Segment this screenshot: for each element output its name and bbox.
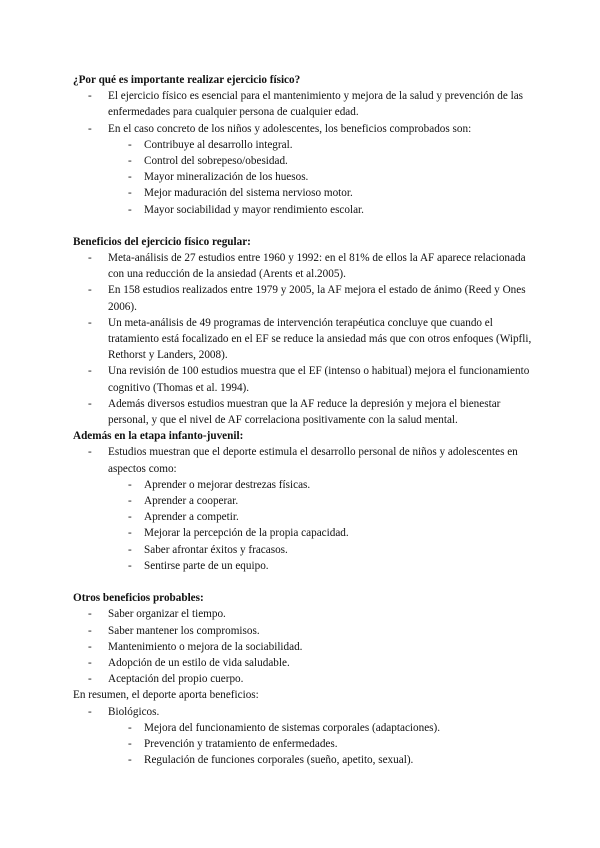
sub-list-item: - Aprender o mejorar destrezas físicas. [73, 477, 540, 493]
section-heading-regular-exercise: Beneficios del ejercicio físico regular: [73, 235, 251, 248]
sub-list-item: - Aprender a competir. [73, 509, 540, 525]
list-item: - Saber organizar el tiempo. [73, 606, 540, 622]
list-item: - Biológicos. [73, 704, 540, 720]
sub-list-item: - Control del sobrepeso/obesidad. [73, 153, 540, 169]
list-item: - Un meta-análisis de 49 programas de intervención terapéutica concluye que cuando el tratamiento está focalizado en el EF se reduce la ansiedad más que con otros enfoques (Wipfli, Rethorst y Landers, 2008). [73, 315, 540, 364]
spacer [73, 574, 540, 590]
section-heading-why-exercise: ¿Por qué es importante realizar ejercicio físico? [73, 74, 301, 86]
sub-list-item: - Mejor maduración del sistema nervioso motor. [73, 185, 540, 201]
list-item: - Aceptación del propio cuerpo. [73, 671, 540, 687]
list-item: - Adopción de un estilo de vida saludable. [73, 655, 540, 671]
sub-list-item: - Mayor mineralización de los huesos. [73, 169, 540, 185]
other-benefits-list [73, 606, 540, 687]
section-heading-youth: Además en la etapa infanto-juvenil: [73, 430, 244, 443]
sub-list-item: - Mejora del funcionamiento de sistemas corporales (adaptaciones). [73, 720, 540, 736]
sub-list-item: - Aprender a cooperar. [73, 493, 540, 509]
sub-list-item: - Sentirse parte de un equipo. [73, 558, 540, 574]
section-heading-other-benefits: Otros beneficios probables: [73, 592, 204, 605]
sub-list-item: - Mayor sociabilidad y mayor rendimiento escolar. [73, 202, 540, 218]
why-exercise-list [73, 88, 540, 218]
sub-list-item: - Saber afrontar éxitos y fracasos. [73, 542, 540, 558]
summary-list [73, 704, 540, 769]
list-item: - Meta-análisis de 27 estudios entre 1960 y 1992: en el 81% de ellos la AF aparece relacionada con una reducción de la ansiedad (Arents et al.2005). [73, 250, 540, 282]
regular-exercise-list [73, 250, 540, 428]
list-item: - En el caso concreto de los niños y adolescentes, los beneficios comprobados son: [73, 121, 540, 137]
list-item: - Además diversos estudios muestran que la AF reduce la depresión y mejora el bienestar personal, y que el nivel de AF correlaciona positivamente con la salud mental. [73, 396, 540, 428]
list-item: - Estudios muestran que el deporte estimula el desarrollo personal de niños y adolescentes en aspectos como: [73, 444, 540, 476]
list-item: - Saber mantener los compromisos. [73, 623, 540, 639]
list-item: - En 158 estudios realizados entre 1979 y 2005, la AF mejora el estado de ánimo (Reed y Ones 2006). [73, 282, 540, 314]
sub-list-item: - Prevención y tratamiento de enfermedades. [73, 736, 540, 752]
list-item: - El ejercicio físico es esencial para el mantenimiento y mejora de la salud y prevención de las enfermedades para cualquier persona de cualquier edad. [73, 88, 540, 120]
sub-list-item: - Regulación de funciones corporales (sueño, apetito, sexual). [73, 752, 540, 768]
youth-list [73, 444, 540, 574]
sub-list-item: - Contribuye al desarrollo integral. [73, 137, 540, 153]
spacer [73, 218, 540, 234]
list-item: - Mantenimiento o mejora de la sociabilidad. [73, 639, 540, 655]
summary-intro: En resumen, el deporte aporta beneficios: [73, 689, 259, 702]
list-item: - Una revisión de 100 estudios muestra que el EF (intenso o habitual) mejora el funcionamiento cognitivo (Thomas et al. 1994). [73, 363, 540, 395]
sub-list-item: - Mejorar la percepción de la propia capacidad. [73, 525, 540, 541]
